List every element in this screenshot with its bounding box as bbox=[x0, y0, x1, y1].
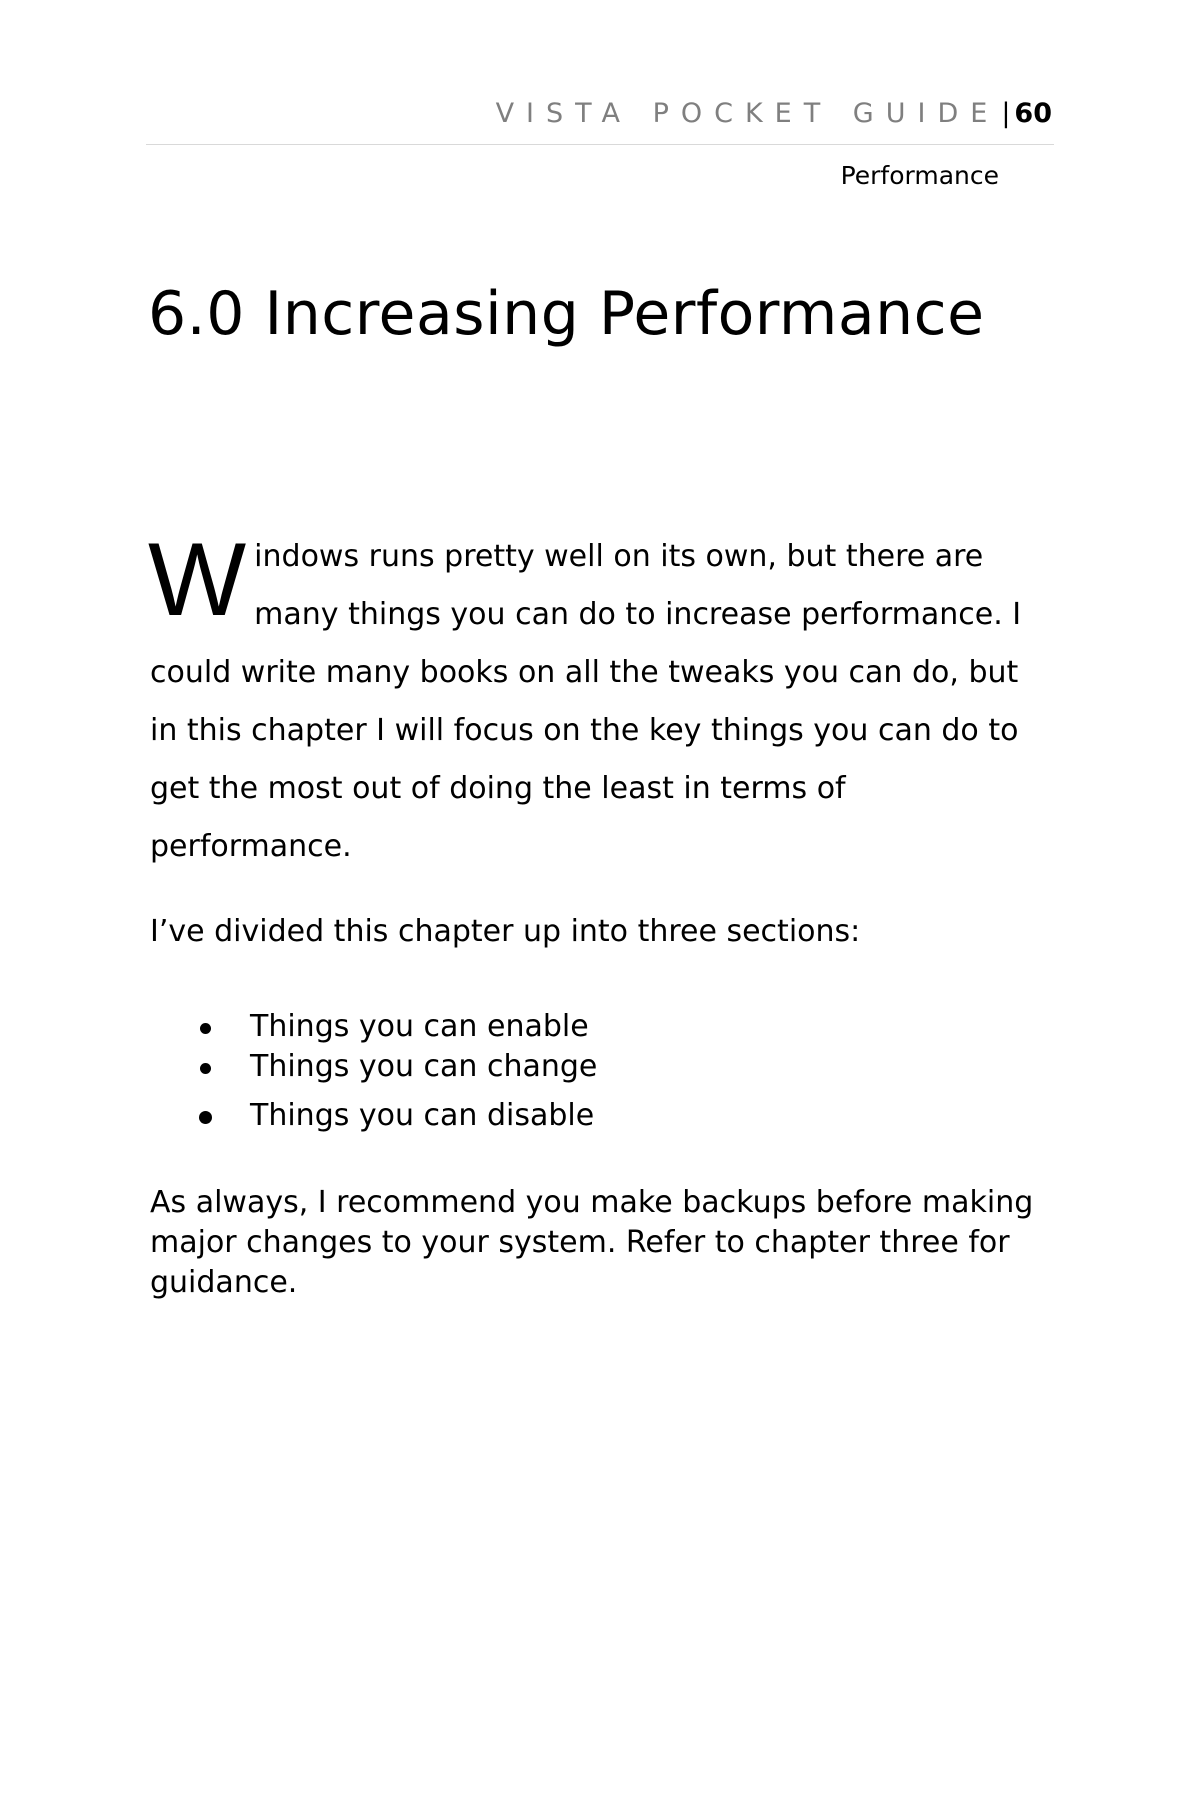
page-number: 60 bbox=[1014, 98, 1052, 129]
header-rule bbox=[146, 144, 1054, 145]
intro-text: indows runs pretty well on its own, but there are many things you can do to increase performance. I could write many books on all the tweaks you can do, but in this chapter I will focus on the key things you can do to get the most out of doing the least in terms of performance. bbox=[150, 539, 1022, 864]
bullet-icon bbox=[200, 1023, 211, 1034]
list-item-label: Things you can disable bbox=[250, 1098, 595, 1133]
list-item bbox=[0, 1007, 1200, 1047]
bullet-icon bbox=[199, 1111, 212, 1124]
list-item-label: Things you can enable bbox=[250, 1009, 589, 1044]
drop-cap: W bbox=[148, 522, 247, 638]
sections-list bbox=[0, 1007, 1200, 1136]
header-separator: | bbox=[1001, 98, 1011, 129]
list-item bbox=[0, 1047, 1200, 1087]
list-item bbox=[0, 1096, 1200, 1136]
running-header bbox=[496, 99, 1052, 129]
section-label: Performance bbox=[840, 161, 999, 190]
bullet-icon bbox=[200, 1063, 211, 1074]
closing-paragraph: As always, I recommend you make backups before making major changes to your system. Refer to chapter three for guidance. bbox=[150, 1185, 1034, 1300]
book-title: VISTA POCKET GUIDE bbox=[495, 98, 1000, 129]
sections-intro: I’ve divided this chapter up into three sections: bbox=[150, 914, 861, 949]
intro-paragraph bbox=[148, 522, 1055, 876]
list-item-label: Things you can change bbox=[250, 1049, 598, 1084]
chapter-title: 6.0 Increasing Performance bbox=[148, 279, 985, 349]
